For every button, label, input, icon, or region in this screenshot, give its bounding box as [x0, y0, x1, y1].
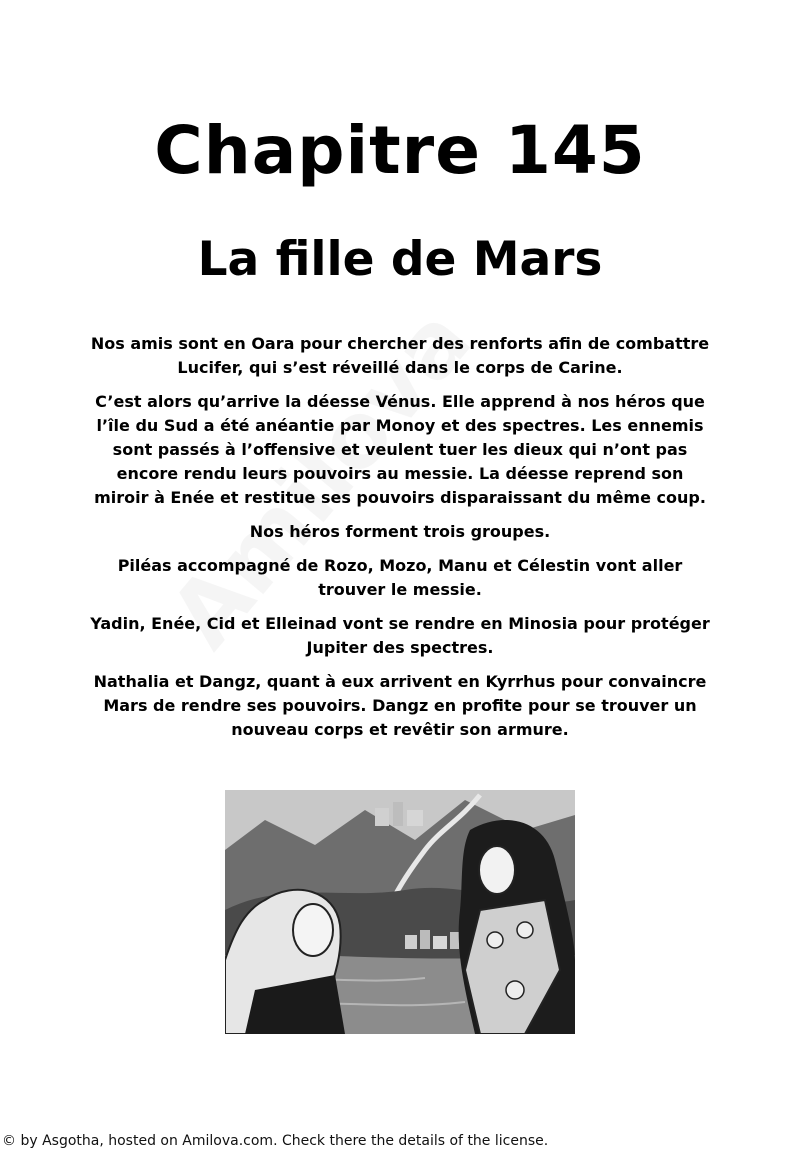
chapter-summary	[90, 332, 710, 752]
chapter-subtitle: La fille de Mars	[197, 232, 603, 287]
chapter-illustration	[225, 790, 575, 1034]
summary-paragraph: C’est alors qu’arrive la déesse Vénus. Elle apprend à nos héros que l’île du Sud a été anéantie par Monoy et des spectres. Les ennemis sont passés à l’offensive et veulent tuer les dieux qui n’ont pas encore rendu leurs pouvoirs au messie. La déesse reprend son miroir à Enée et restitue ses pouvoirs disparaissant du même coup.	[94, 392, 706, 507]
summary-paragraph: Nos amis sont en Oara pour chercher des renforts afin de combattre Lucifer, qui s’est réveillé dans le corps de Carine.	[90, 334, 710, 377]
summary-paragraph: Nathalia et Dangz, quant à eux arrivent en Kyrrhus pour convaincre Mars de rendre ses pouvoirs. Dangz en profite pour se trouver un nouveau corps et revêtir son armure.	[93, 672, 707, 739]
illustration-drawing	[225, 790, 575, 1034]
summary-paragraph: Nos héros forment trois groupes.	[249, 522, 551, 541]
chapter-title: Chapitre 145	[154, 112, 646, 189]
summary-paragraph: Yadin, Enée, Cid et Elleinad vont se rendre en Minosia pour protéger Jupiter des spectres.	[90, 614, 710, 657]
license-footer: © by Asgotha, hosted on Amilova.com. Check there the details of the license.	[2, 1133, 549, 1149]
summary-paragraph: Piléas accompagné de Rozo, Mozo, Manu et Célestin vont aller trouver le messie.	[117, 556, 683, 599]
